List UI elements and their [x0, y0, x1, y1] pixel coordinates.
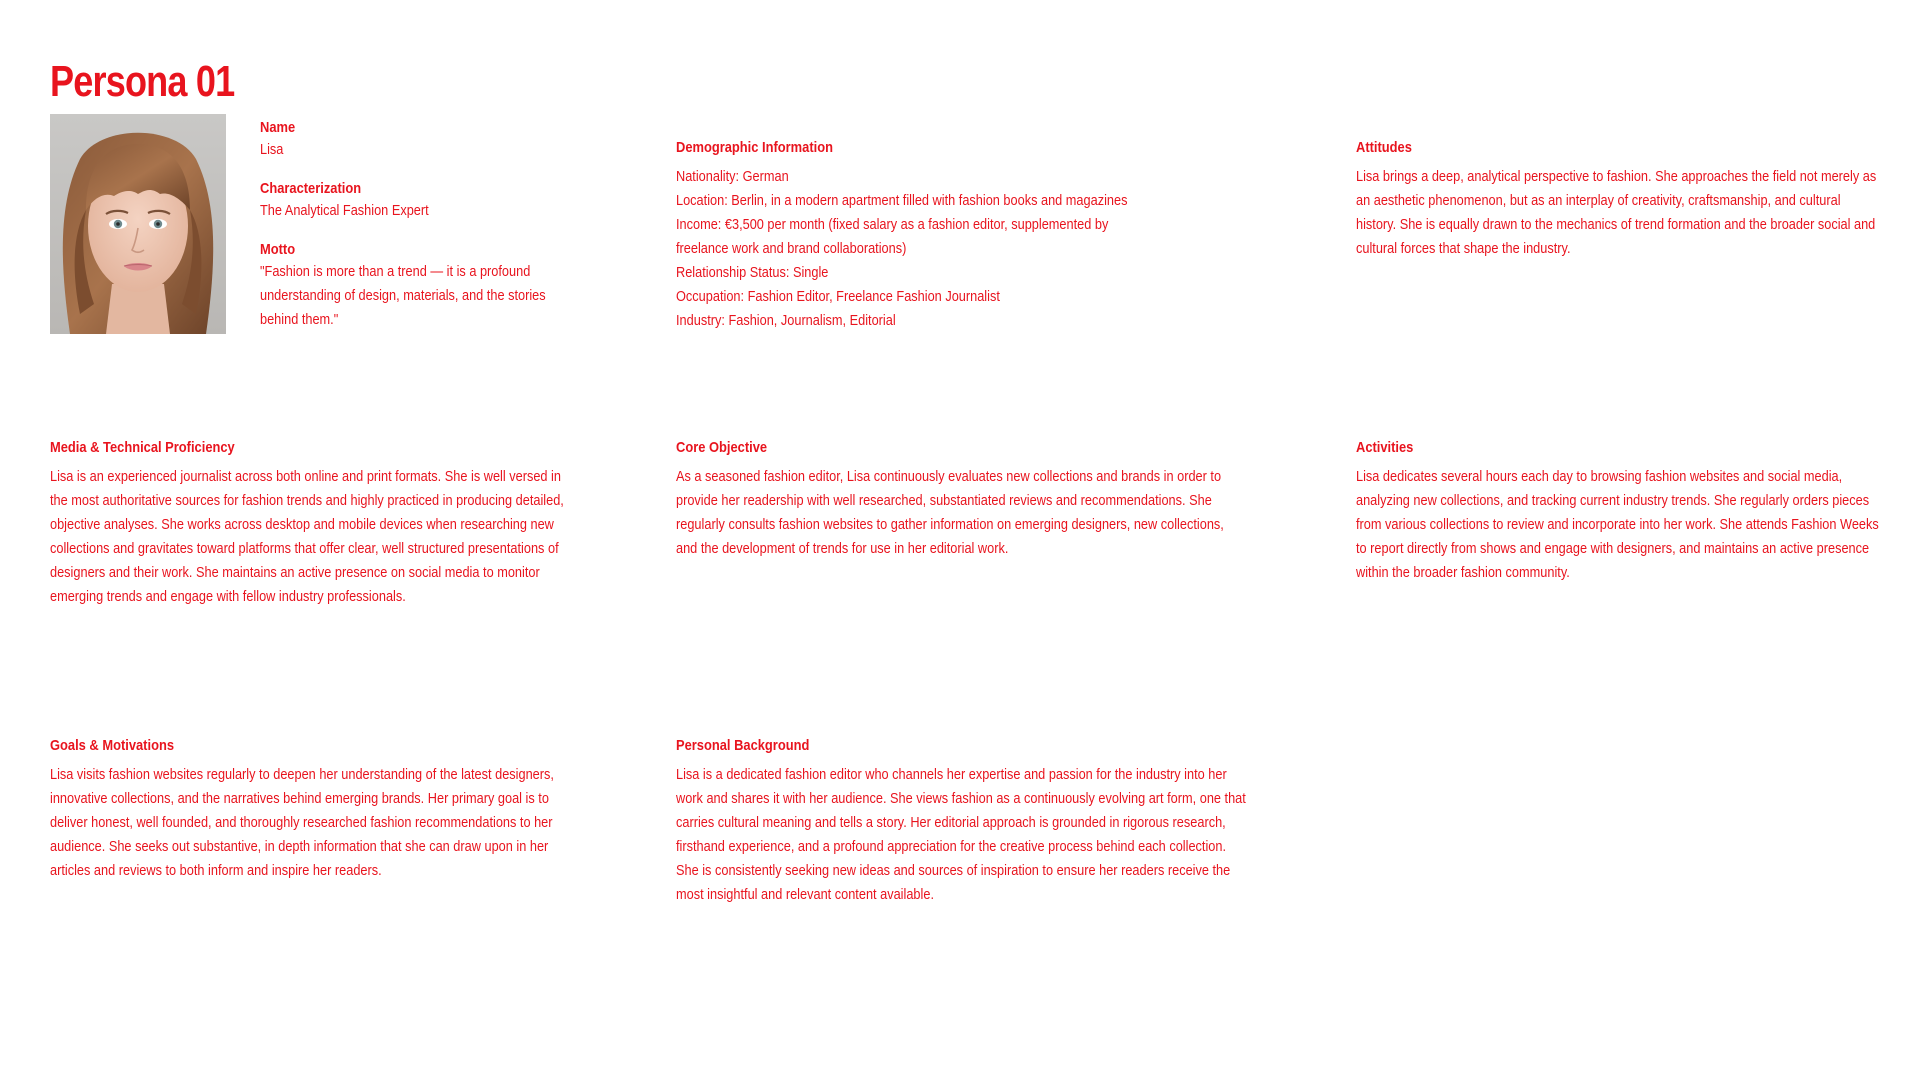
demographic-label: Demographic Information — [676, 139, 833, 156]
background-text: Lisa is a dedicated fashion editor who channels her expertise and passion for the industry into her work and shares it with her audience. She views fashion as a continuously evolving art form, one that carries cultural meaning and tells a story. Her editorial approach is grounded in rigorous research, firsthand experience, and a profound appreciation for the creative process behind each collection. She is consistently seeking new ideas and sources of inspiration to ensure her readers receive the most insightful and relevant content available. — [676, 766, 1246, 903]
goals-label: Goals & Motivations — [50, 737, 175, 754]
media-text: Lisa is an experienced journalist across both online and print formats. She is well versed in the most authoritative sources for fashion trends and highly practiced in producing detailed, objective analyses. She works across desktop and mobile devices when researching new collections and gravitates toward platforms that offer clear, well structured presentations of designers and their work. She maintains an active presence on social media to monitor emerging trends and engage with fellow industry professionals. — [50, 468, 564, 605]
demographic-industry: Industry: Fashion, Journalism, Editorial — [676, 312, 896, 329]
name-label: Name — [260, 119, 296, 136]
demographic-income: Income: €3,500 per month (fixed salary as a fashion editor, supplemented by freelance work and brand collaborations) — [676, 216, 1109, 257]
goals-text: Lisa visits fashion websites regularly to deepen her understanding of the latest designers, innovative collections, and the narratives behind emerging brands. Her primary goal is to deliver honest, well founded, and thoroughly researched fashion recommendations to her audience. She seeks out substantive, in depth information that she can draw upon in her articles and reviews to both inform and inspire her readers. — [50, 766, 554, 879]
demographic-nationality: Nationality: German — [676, 168, 789, 185]
activities-label: Activities — [1356, 439, 1414, 456]
goals-section — [50, 736, 590, 883]
media-section — [50, 438, 590, 609]
background-section — [676, 736, 1246, 907]
media-label: Media & Technical Proficiency — [50, 439, 235, 456]
core-objective-label: Core Objective — [676, 439, 768, 456]
page-title: Persona 01 — [50, 57, 235, 106]
motto-group — [260, 240, 580, 332]
name-group — [260, 118, 580, 162]
attitudes-label: Attitudes — [1356, 139, 1412, 156]
identity-section — [260, 118, 580, 349]
name-value: Lisa — [260, 141, 284, 158]
activities-section — [1356, 438, 1896, 585]
attitudes-section — [1356, 138, 1896, 261]
demographic-occupation: Occupation: Fashion Editor, Freelance Fashion Journalist — [676, 288, 1000, 305]
persona-photo — [50, 114, 226, 334]
demographic-list — [676, 165, 1142, 333]
motto-label: Motto — [260, 241, 296, 258]
characterization-group — [260, 179, 580, 223]
characterization-label: Characterization — [260, 180, 362, 197]
demographic-section — [676, 138, 1236, 333]
motto-value: "Fashion is more than a trend — it is a profound understanding of design, materials, and the stories behind them." — [260, 263, 546, 328]
demographic-relationship: Relationship Status: Single — [676, 264, 829, 281]
demographic-location: Location: Berlin, in a modern apartment filled with fashion books and magazines — [676, 192, 1128, 209]
activities-text: Lisa dedicates several hours each day to browsing fashion websites and social media, analyzing new collections, and tracking current industry trends. She regularly orders pieces from various collections to review and incorporate into her work. She attends Fashion Weeks to report directly from shows and engage with designers, and maintains an active presence within the broader fashion community. — [1356, 468, 1879, 581]
background-label: Personal Background — [676, 737, 810, 754]
core-objective-text: As a seasoned fashion editor, Lisa continuously evaluates new collections and brands in order to provide her readership with well researched, substantiated reviews and recommendations. She regularly consults fashion websites to gather information on emerging designers, new collections, and the development of trends for use in her editorial work. — [676, 468, 1224, 557]
characterization-value: The Analytical Fashion Expert — [260, 202, 429, 219]
attitudes-text: Lisa brings a deep, analytical perspective to fashion. She approaches the field not merely as an aesthetic phenomenon, but as an interplay of creativity, craftsmanship, and cultural history. She is equally drawn to the mechanics of trend formation and the broader social and cultural forces that shape the industry. — [1356, 168, 1877, 257]
core-objective-section — [676, 438, 1236, 561]
